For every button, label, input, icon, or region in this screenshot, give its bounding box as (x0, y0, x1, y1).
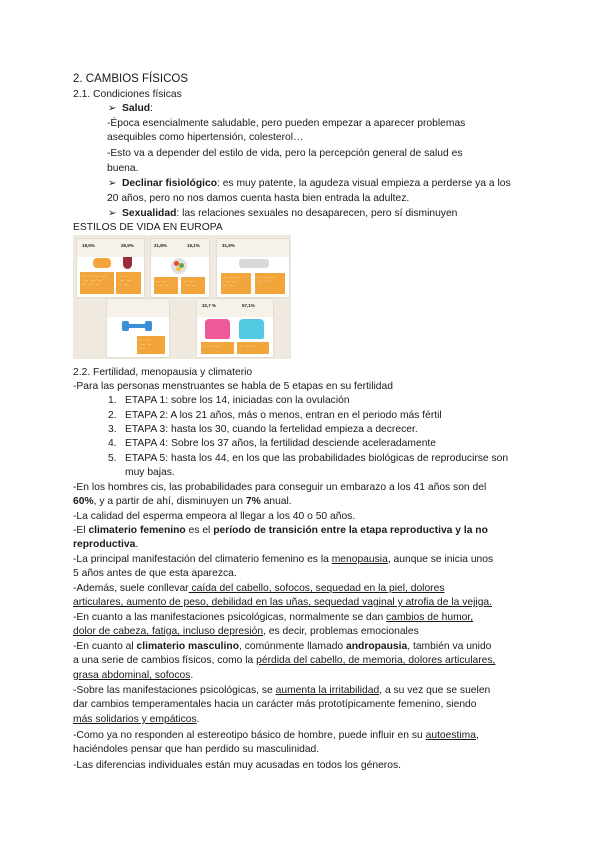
salud-line: -Esto va a depender del estilo de vida, pero la percepción general de salud es (107, 148, 463, 159)
list-item: 2. ETAPA 2: A los 21 años, más o menos, entran en el periodo más fértil (108, 410, 442, 421)
infographic-stat: 31,5% (222, 243, 235, 248)
subsection-title-2-1: 2.1. Condiciones físicas (73, 89, 182, 100)
paragraph-line: 5 años antes de que esta aparezca. (73, 568, 237, 579)
paragraph-line: -La principal manifestación del climaterio femenino es la menopausia, aunque se inicia unos (73, 554, 494, 565)
paragraph-line: más solidarios y empáticos. (73, 714, 200, 725)
paragraph-line: -La calidad del esperma empeora al llegar a los 40 o 50 años. (73, 511, 356, 522)
infographic-card: 21,8% 15,1% — · — · · — · — — · — · · — · — (150, 238, 210, 298)
infographic-stat: 21,8% (154, 243, 167, 248)
paragraph-line: dar cambios temperamentales hacia un carácter más prototípicamente femenino, siendo (73, 699, 477, 710)
section-title: 2. CAMBIOS FÍSICOS (73, 73, 189, 85)
infographic-stat: 15,1% (187, 243, 200, 248)
paragraph-line: articulares, aumento de peso, debilidad en las uñas, sequedad vaginal y atrofia de la vejiga. (73, 597, 493, 608)
paragraph-line: -En los hombres cis, las probabilidades para conseguir un embarazo a los 41 años son del (73, 482, 487, 493)
paragraph-line: 60%, y a partir de ahí, disminuyen un 7% anual. (73, 496, 292, 507)
bullet-declinar: ➢ Declinar fisiológico: es muy patente, la agudeza visual empieza a perderse ya a los (108, 178, 511, 189)
infographic-stat: 57,1% (242, 303, 255, 308)
paragraph-line: haciéndoles pensar que han perdido su masculinidad. (73, 744, 320, 755)
arrow-bullet-icon: ➢ (108, 103, 117, 114)
paragraph-line: reproductiva. (73, 539, 139, 550)
hand-cigarette-icon (93, 258, 111, 268)
dumbbell-icon (122, 321, 152, 331)
arrow-bullet-icon: ➢ (108, 178, 117, 189)
paragraph-line: -Como ya no responden al estereotipo básico de hombre, puede influir en su autoestima, (73, 730, 479, 741)
paragraph-line: -El climaterio femenino es el período de transición entre la etapa reproductiva y la no (73, 525, 488, 536)
list-item: 4. ETAPA 4: Sobre los 37 años, la fertilidad desciende aceleradamente (108, 438, 437, 449)
paragraph-line: a una serie de cambios físicos, como la pérdida del cabello, de memoria, dolores articulares, (73, 655, 496, 666)
infographic-card: — · — · · — · — — · (106, 298, 170, 358)
fertility-intro: -Para las personas menstruantes se habla de 5 etapas en su fertilidad (73, 381, 393, 392)
paragraph-line: -Sobre las manifestaciones psicológicas, se aumenta la irritabilidad, a su vez que se suelen (73, 685, 491, 696)
infographic-card: 32,7 % 57,1% — · — · — — · — · — (196, 298, 274, 358)
salud-line: -Época esencialmente saludable, pero pueden empezar a aparecer problemas (107, 118, 466, 129)
infographic-stat: 32,7 % (202, 303, 217, 308)
food-plate-icon (171, 258, 187, 274)
list-item: 3. ETAPA 3: hasta los 30, cuando la fertelidad empieza a decrecer. (108, 424, 418, 435)
salud-line: asequibles como hipertensión, colesterol… (107, 132, 304, 143)
paragraph-line: -En cuanto al climaterio masculino, comúnmente llamado andropausia, también va unido (73, 641, 492, 652)
list-item: 5. ETAPA 5: hasta los 44, en los que las probabilidades biológicas de reproducirse son (108, 453, 509, 464)
bullet-sexualidad: ➢ Sexualidad: las relaciones sexuales no desaparecen, pero sí disminuyen (108, 208, 458, 219)
bullet-salud: ➢ Salud: (108, 103, 153, 114)
declinar-line: 20 años, pero no nos damos cuenta hasta bien entrada la adultez. (107, 193, 410, 204)
estilos-title: ESTILOS DE VIDA EN EUROPA (73, 222, 223, 233)
paragraph-line: -Las diferencias individuales están muy acusadas en todos los géneros. (73, 760, 401, 771)
wine-glass-icon (123, 257, 132, 269)
salud-line: buena. (107, 163, 139, 174)
infographic-stat: 26,5% (121, 243, 134, 248)
infographic-card: 31,5% — · — · — · — · — · — · — — · — · — · — · — · (216, 238, 290, 298)
paragraph-line: -En cuanto a las manifestaciones psicológicas, normalmente se dan cambios de humor, (73, 612, 474, 623)
lifestyle-infographic (73, 235, 291, 359)
list-item-continuation: muy bajas. (125, 467, 175, 478)
list-item: 1. ETAPA 1: sobre los 14, iniciadas con la ovulación (108, 395, 350, 406)
infographic-stat: 18,5% (82, 243, 95, 248)
subsection-title-2-2: 2.2. Fertilidad, menopausia y climaterio (73, 367, 253, 378)
shirt-icon (205, 319, 230, 339)
paragraph-line: dolor de cabeza, fatiga, incluso depresión, es decir, problemas emocionales (73, 626, 419, 637)
shirt-icon (239, 319, 264, 339)
paragraph-line: -Además, suele conllevar caída del cabello, sofocos, sequedad en la piel, dolores (73, 583, 445, 594)
scale-icon (239, 259, 269, 268)
paragraph-line: grasa abdominal, sofocos. (73, 670, 194, 681)
infographic-card: 18,5% 26,5% — · — · — · — · — · — · — · — · — · — — · — · · — · — — · — (76, 238, 145, 298)
arrow-bullet-icon: ➢ (108, 208, 117, 219)
